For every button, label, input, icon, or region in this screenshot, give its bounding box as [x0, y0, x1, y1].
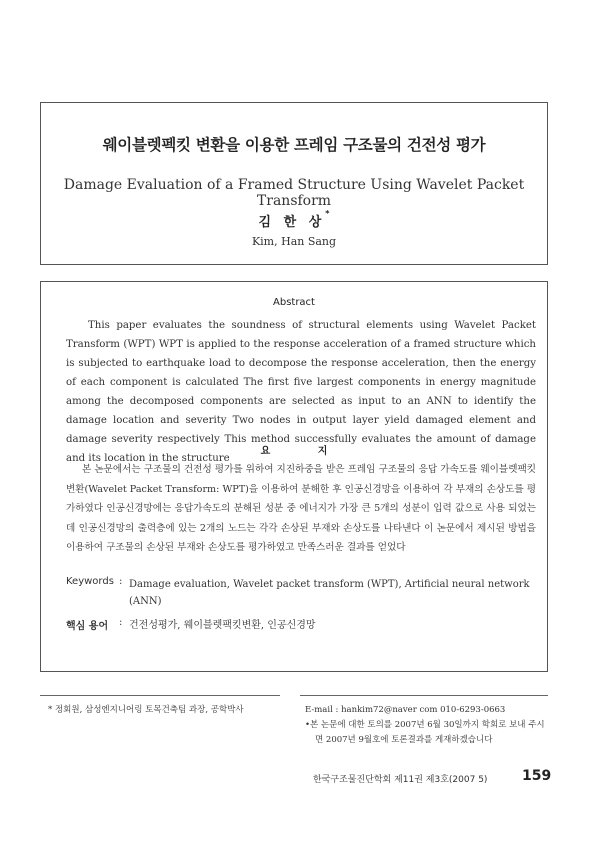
core-terms-text: 건전성평가, 웨이블렛팩킷변환, 인공신경망	[129, 620, 316, 631]
footnote-divider-left	[40, 695, 280, 696]
keywords-label: Keywords	[66, 576, 114, 587]
keywords-colon: :	[119, 576, 123, 587]
paper-title-korean: 웨이블렛펙킷 변환을 이용한 프레임 구조물의 건전성 평가	[102, 136, 486, 154]
abstract-box	[40, 281, 548, 672]
summary-heading: 요 지	[260, 446, 350, 457]
abstract-paragraph: This paper evaluates the soundness of structural elements using Wavelet Packet Transform (WPT) WPT is applied to the response acceleration of a framed structure which is subjected to earthquake load to decompose the response acceleration, then the energy of each component is calculated The first five largest components in energy magnitude among the decomposed components are selected as input to an ANN to identify the damage location and severity Two nodes in output layer yield damaged element and damage severity respectively This method successfully evaluates the amount of damage and its location in the structure	[66, 320, 536, 464]
core-terms-colon: :	[119, 617, 123, 628]
page-number: 159	[522, 768, 552, 784]
summary-paragraph: 본 논문에서는 구조물의 건전성 평가를 위하여 지진하중을 받은 프레임 구조물의 응답 가속도를 웨이블렛팩킷 변환(Wavelet Packet Transform: WPT)을 이용하여 분해한 후 인공신경망을 이용하여 각 부재의 손상도를 평가하였다 인공신경망에는 응답가속도의 분해된 성분 중 에너지가 가장 큰 5개의 성분이 입력 값으로 사용 되었는데 인공신경망의 출력층에 있는 2개의 노드는 각각 손상된 부재와 손상도를 나타낸다 이 논문에서 제시된 방법을 이용하여 구조물의 손상된 부재와 손상도를 평가하였고 만족스러운 결과를 얻었다	[66, 464, 536, 553]
journal-citation: 한국구조물진단학회 제11권 제3호(2007 5)	[313, 775, 488, 785]
contact-footnote	[305, 703, 550, 748]
core-terms-label: 핵심 용어	[66, 621, 109, 632]
author-footnote-mark: *	[325, 209, 330, 218]
footnote-divider-right	[300, 695, 548, 696]
email-line: E-mail : hankim72@naver com 010-6293-0663	[305, 705, 506, 715]
author-name-korean: 김 한 상	[258, 215, 326, 230]
paper-title-english: Damage Evaluation of a Framed Structure Using Wavelet Packet Transform	[63, 177, 525, 209]
author-korean	[41, 211, 547, 230]
summary-body	[66, 460, 536, 558]
author-english: Kim, Han Sang	[251, 235, 337, 248]
keywords-text: Damage evaluation, Wavelet packet transform (WPT), Artificial neural network (ANN)	[129, 579, 530, 607]
title-box	[40, 102, 548, 265]
author-affiliation-footnote: * 정회원, 삼성엔지니어링 토목건축팀 과장, 공학박사	[48, 705, 244, 715]
discussion-notice: •본 논문에 대한 토의를 2007년 6월 30일까지 학회로 보내 주시면 2007년 9월호에 토론결과를 게재하겠습니다	[305, 720, 545, 745]
abstract-heading: Abstract	[273, 297, 315, 308]
